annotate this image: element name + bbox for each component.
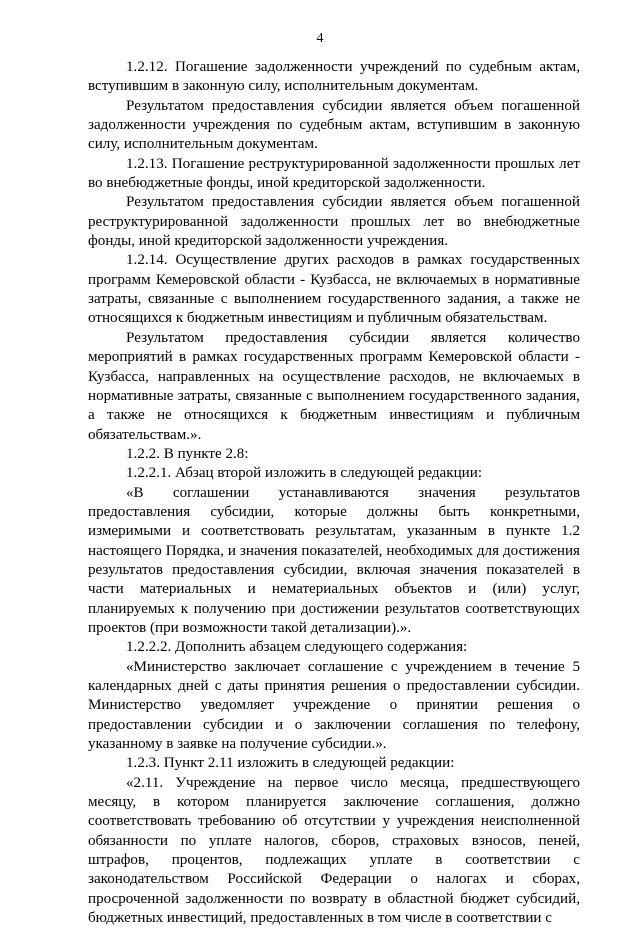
paragraph-result-1-2-14: Результатом предоставления субсидии является количество мероприятий в рамках государственных программ Кемеровской области - Кузбасса, направленных на осуществление расходов, не включаемых в нормативные затраты, связанные с выполнением государственного задания, а также не относящихся к бюджетным инвестициям и публичным обязательствам.». <box>88 329 580 443</box>
paragraph-quote-agreement-results: «В соглашении устанавливаются значения результатов предоставления субсидии, которые должны быть конкретными, измеримыми и соответствовать результатам, указанным в пункте 1.2 настоящего Порядка, и значения показателей, необходимых для достижения результатов предоставления субсидии, включая значения показателей в части материальных и нематериальных объектов и (или) услуг, планируемых к получению при достижении результатов соответствующих проектов (при возможности такой детализации).». <box>88 484 580 636</box>
paragraph-quote-2-11: «2.11. Учреждение на первое число месяца, предшествующего месяцу, в котором планируется заключение соглашения, должно соответствовать требованию об отсутствии у учреждения неисполненной обязанности по уплате налогов, сборов, страховых взносов, пеней, штрафов, процентов, подлежащих уплате в соответствии с законодательством Российской Федерации о налогах и сборах, просроченной задолженности по возврату в областной бюджет субсидий, бюджетных инвестиций, предоставленных в том числе в соответствии с <box>88 774 580 927</box>
paragraph-1-2-2: 1.2.2. В пункте 2.8: <box>126 445 249 462</box>
paragraph-1-2-3: 1.2.3. Пункт 2.11 изложить в следующей редакции: <box>126 755 455 772</box>
paragraph-result-1-2-12: Результатом предоставления субсидии является объем погашенной задолженности учреждения по судебным актам, вступившим в законную силу, исполнительным документам. <box>88 97 580 153</box>
paragraph-1-2-13: 1.2.13. Погашение реструктурированной задолженности прошлых лет во внебюджетные фонды, иной кредиторской задолженности. <box>88 155 580 192</box>
paragraph-1-2-2-1: 1.2.2.1. Абзац второй изложить в следующей редакции: <box>126 465 483 482</box>
paragraph-1-2-12: 1.2.12. Погашение задолженности учреждений по судебным актам, вступившим в законную силу, исполнительным документам. <box>88 59 580 95</box>
paragraph-1-2-14: 1.2.14. Осуществление других расходов в рамках государственных программ Кемеровской области - Кузбасса, не включаемых в нормативные затраты, связанные с выполнением государственного задания, а также не относящихся к бюджетным инвестициям и публичным обязательствам. <box>88 252 580 327</box>
paragraph-quote-ministry: «Министерство заключает соглашение с учреждением в течение 5 календарных дней с даты принятия решения о предоставлении субсидии. Министерство уведомляет учреждение о принятии решения о предоставлении субсидии и о заключении соглашения по телефону, указанному в заявке на получение субсидии.». <box>88 658 580 753</box>
paragraph-1-2-2-2: 1.2.2.2. Дополнить абзацем следующего содержания: <box>126 639 468 656</box>
paragraph-result-1-2-13: Результатом предоставления субсидии является объем погашенной реструктурированной задолженности прошлых лет во внебюджетные фонды, иной кредиторской задолженности учреждения. <box>88 194 580 250</box>
document-body <box>88 58 580 928</box>
page-number: 4 <box>316 31 324 46</box>
